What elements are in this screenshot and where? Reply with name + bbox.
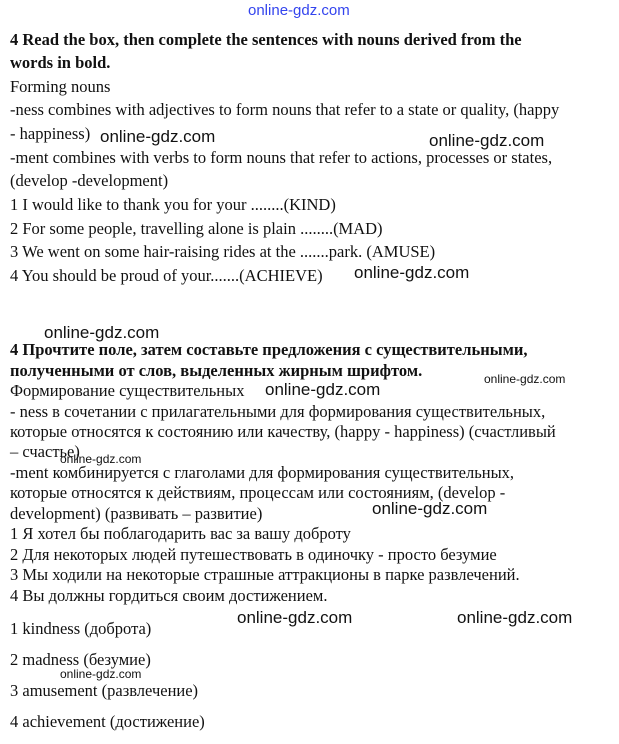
watermark: online-gdz.com [237,608,353,627]
russian-sentence-1: 1 Я хотел бы поблагодарить вас за вашу доброту [10,524,351,543]
answer-4: 4 achievement (достижение) [10,712,205,731]
english-sentence-4: 4 You should be proud of your.......(ACHIEVE) [10,266,323,285]
watermark: online-gdz.com [429,131,545,150]
watermark: online-gdz.com [457,608,573,627]
russian-rule-2-line-2: которые относятся к действиям, процессам или состояниям, (develop - [10,483,506,502]
watermark: online-gdz.com [265,380,381,399]
watermark: online-gdz.com [354,263,470,282]
watermark-top: online-gdz.com [248,2,350,19]
watermark: online-gdz.com [372,499,488,518]
english-box-title: Forming nouns [10,77,111,96]
english-rule-1-line-1: -ness combines with adjectives to form nouns that refer to a state or quality, (happy [10,100,560,119]
russian-sentence-3: 3 Мы ходили на некоторые страшные аттракционы в парке развлечений. [10,565,520,584]
english-task-line-1: 4 Read the box, then complete the sentences with nouns derived from the [10,30,522,49]
answer-3: 3 amusement (развлечение) [10,681,199,700]
russian-rule-2-line-3: development) (развивать – развитие) [10,504,263,523]
english-task-line-2: words in bold. [10,53,111,72]
answer-2: 2 madness (безумие) [10,650,151,669]
watermark: online-gdz.com [60,452,142,466]
english-sentence-1: 1 I would like to thank you for your ........(KIND) [10,195,336,214]
russian-task-line-2: полученными от слов, выделенных жирным шрифтом. [10,361,423,380]
russian-rule-1-line-2: которые относятся к состоянию или качеству, (happy - happiness) (счастливый [10,422,556,441]
watermark: online-gdz.com [44,323,160,342]
russian-sentence-4: 4 Вы должны гордиться своим достижением. [10,586,328,605]
english-sentence-2: 2 For some people, travelling alone is plain ........(MAD) [10,219,383,238]
watermark: online-gdz.com [60,667,142,681]
russian-sentence-2: 2 Для некоторых людей путешествовать в одиночку - просто безумие [10,545,497,564]
russian-rule-1-line-3: – счастье) [10,442,80,461]
russian-rule-2-line-1: -ment комбинируется с глаголами для формирования существительных, [10,463,515,482]
english-rule-2-line-2: (develop -development) [10,171,169,190]
russian-task-line-1: 4 Прочтите поле, затем составьте предложения с существительными, [10,340,528,359]
english-rule-1-line-2: - happiness) [10,124,91,143]
answer-1: 1 kindness (доброта) [10,619,152,638]
english-sentence-3: 3 We went on some hair-raising rides at the .......park. (AMUSE) [10,242,436,261]
english-rule-2-line-1: -ment combines with verbs to form nouns that refer to actions, processes or states, [10,148,553,167]
watermark: online-gdz.com [100,127,216,146]
watermark: online-gdz.com [484,372,566,386]
russian-rule-1-line-1: - ness в сочетании с прилагательными для формирования существительных, [10,402,546,421]
russian-box-title: Формирование существительных [10,381,245,400]
